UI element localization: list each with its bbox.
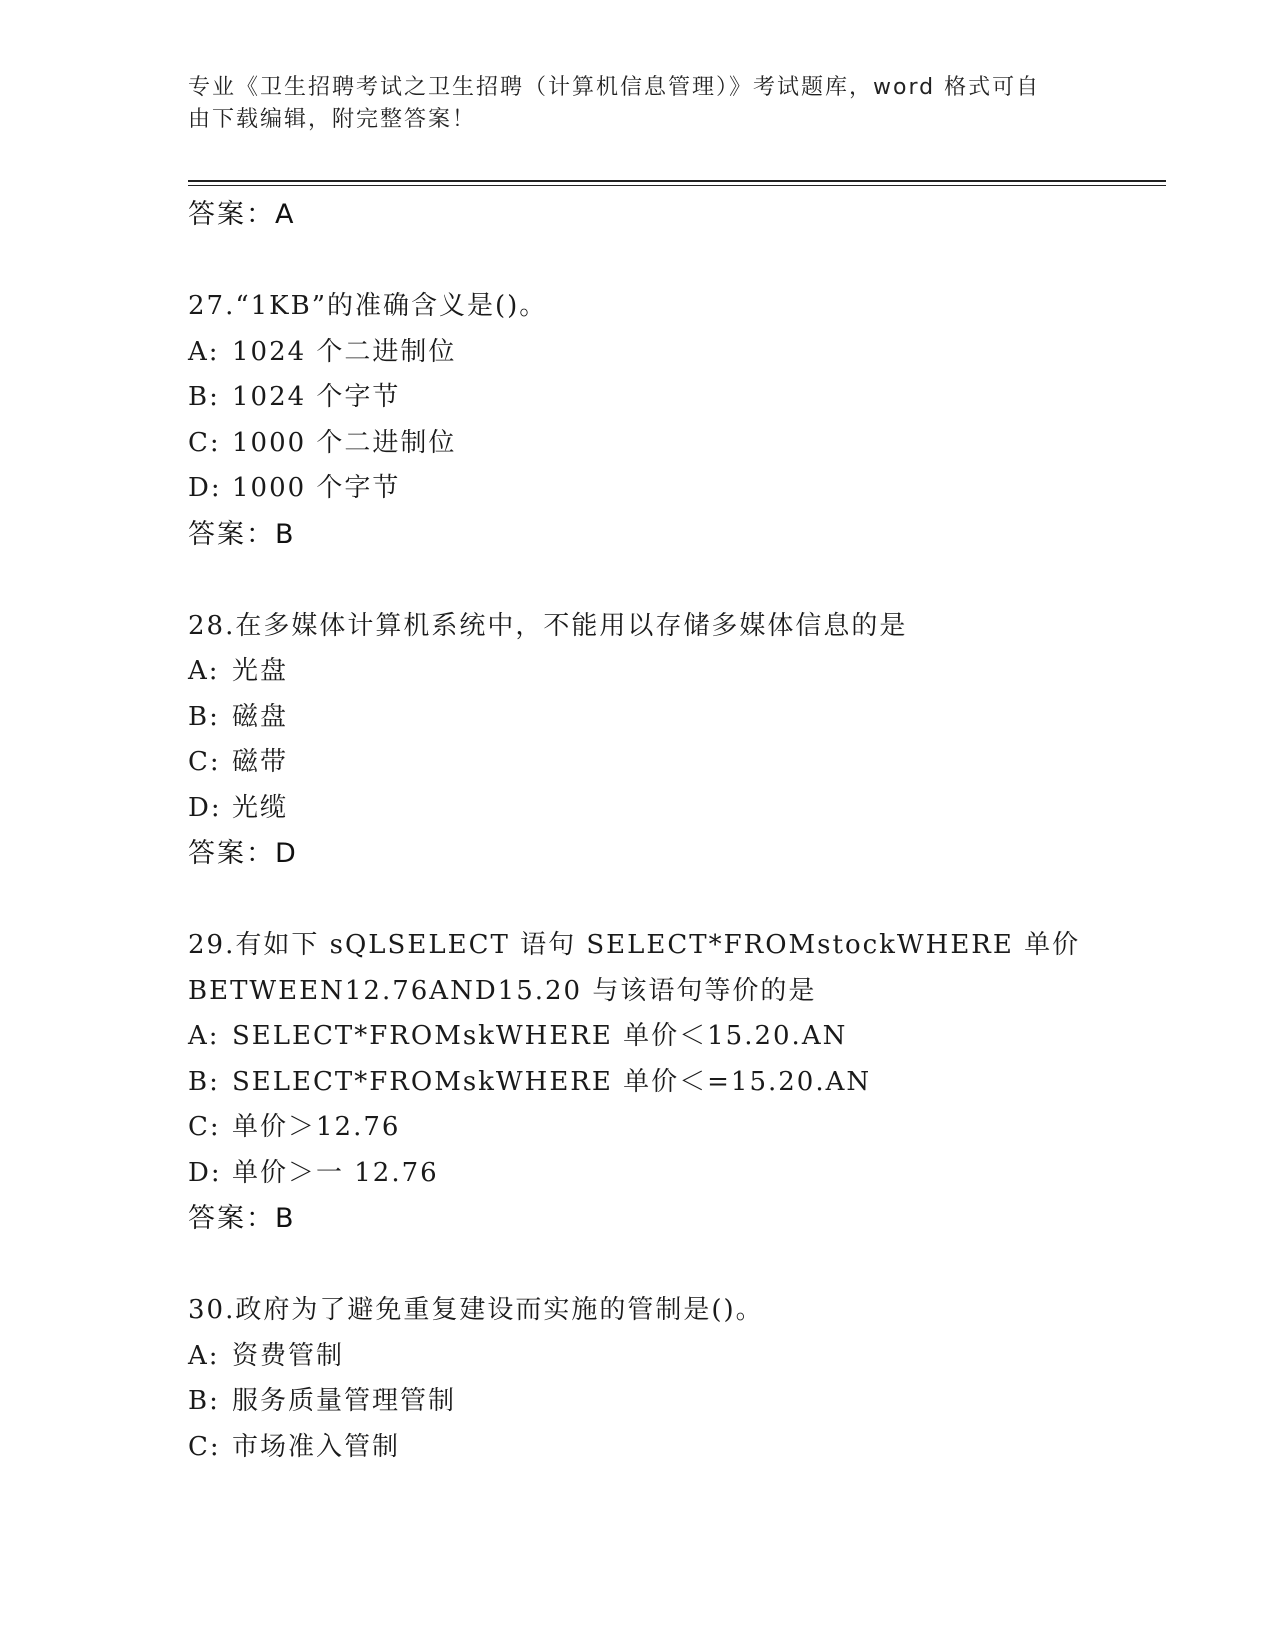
option-text: 光盘	[232, 656, 289, 686]
option-letter: A:	[188, 1021, 220, 1051]
question-block	[188, 284, 1168, 557]
option-letter: B:	[188, 1386, 220, 1416]
option-text: 磁带	[232, 747, 289, 777]
option-text: 磁盘	[232, 701, 289, 732]
answer-option	[188, 330, 1168, 376]
option-text: 光缆	[232, 792, 289, 823]
option-letter: B:	[188, 382, 220, 412]
option-letter: B:	[188, 701, 220, 732]
header-line-2: 由下载编辑，附完整答案！	[188, 107, 477, 132]
question-block	[188, 1288, 1168, 1470]
answer-line: 答案：B	[188, 1203, 296, 1234]
question-stem: 29.有如下 sQLSELECT 语句 SELECT*FROMstockWHERE 单价	[188, 930, 1081, 960]
option-text: 资费管制	[232, 1340, 345, 1371]
option-text: 1024 个字节	[232, 382, 401, 412]
answer-option	[188, 1060, 1168, 1106]
answer-option	[188, 421, 1168, 467]
answer-option	[188, 1151, 1168, 1197]
answer-option	[188, 649, 1168, 695]
question-stem: BETWEEN12.76AND15.20 与该语句等价的是	[188, 975, 817, 1006]
option-text: 服务质量管理管制	[232, 1386, 457, 1416]
question-stem: 27.“1KB”的准确含义是()。	[188, 291, 548, 321]
option-letter: A:	[188, 336, 220, 367]
option-text: 1000 个字节	[232, 473, 401, 503]
option-letter: C:	[188, 427, 221, 458]
answer-option	[188, 375, 1168, 421]
option-text: 市场准入管制	[232, 1431, 401, 1462]
answer-option	[188, 1334, 1168, 1380]
question-block	[188, 923, 1168, 1241]
option-letter: C:	[188, 1431, 221, 1462]
question-stem: 28.在多媒体计算机系统中，不能用以存储多媒体信息的是	[188, 610, 908, 641]
answer-option	[188, 740, 1168, 786]
option-letter: B:	[188, 1066, 220, 1097]
answer-line: 答案：B	[188, 518, 296, 550]
document-header	[188, 72, 1088, 136]
question-list	[188, 192, 1168, 1470]
answer-option	[188, 1379, 1168, 1425]
option-letter: D:	[188, 1157, 222, 1188]
answer-option	[188, 695, 1168, 741]
option-text: 1024 个二进制位	[232, 336, 457, 367]
option-letter: D:	[188, 792, 222, 823]
option-text: 单价＞12.76	[232, 1112, 401, 1142]
option-text: SELECT*FROMskWHERE 单价＜=15.20.AN	[232, 1066, 872, 1097]
question-block	[188, 604, 1168, 877]
option-text: 单价＞一 12.76	[232, 1157, 439, 1188]
answer-line: 答案：A	[188, 199, 296, 230]
question-stem: 30.政府为了避免重复建设而实施的管制是()。	[188, 1295, 764, 1325]
answer-option	[188, 1425, 1168, 1471]
option-letter: C:	[188, 1112, 221, 1142]
option-text: SELECT*FROMskWHERE 单价＜15.20.AN	[232, 1021, 848, 1051]
option-letter: D:	[188, 473, 222, 503]
option-letter: A:	[188, 656, 220, 686]
answer-option	[188, 1105, 1168, 1151]
option-letter: A:	[188, 1340, 220, 1371]
answer-option	[188, 786, 1168, 832]
header-line-1: 专业《卫生招聘考试之卫生招聘（计算机信息管理）》考试题库，word 格式可自	[188, 75, 1041, 100]
answer-option	[188, 1014, 1168, 1060]
answer-option	[188, 466, 1168, 512]
header-divider	[188, 180, 1166, 186]
answer-line: 答案：D	[188, 838, 298, 869]
option-text: 1000 个二进制位	[232, 427, 457, 458]
option-letter: C:	[188, 747, 221, 777]
